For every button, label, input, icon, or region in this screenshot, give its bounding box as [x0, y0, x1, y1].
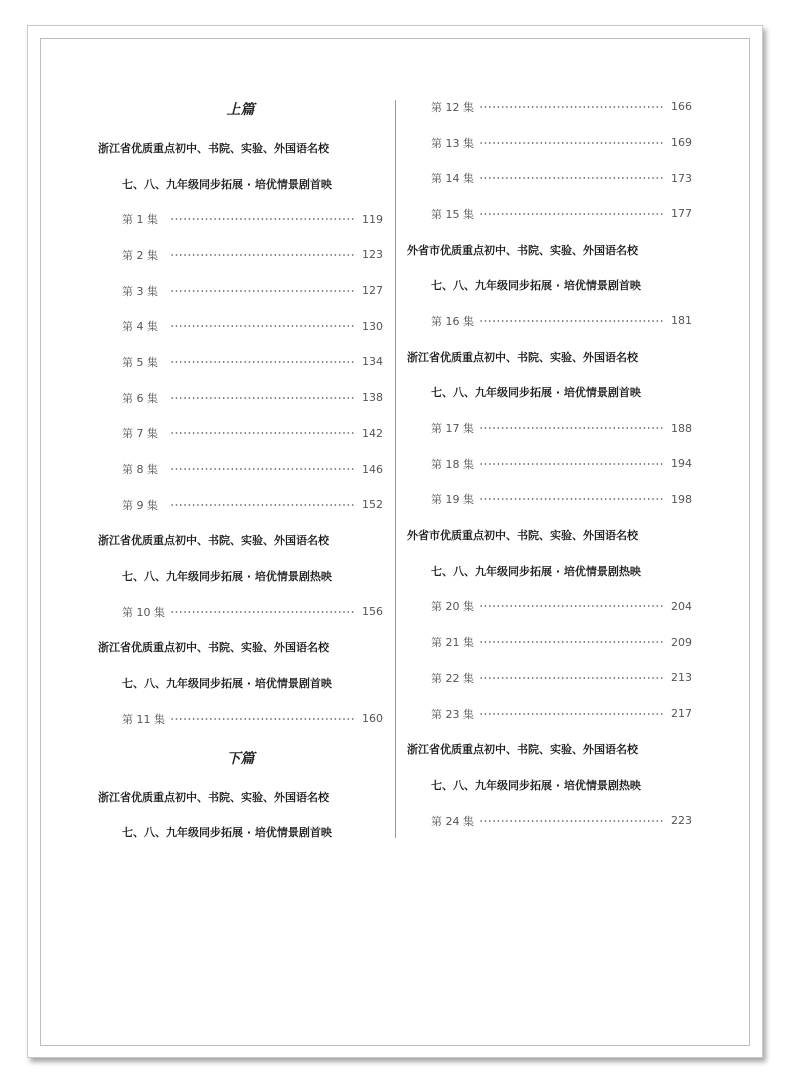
- episode-label: 第 16 集: [431, 314, 474, 328]
- page-number: 181: [671, 314, 692, 328]
- toc-entry: [98, 451, 383, 487]
- page-number: 152: [362, 498, 383, 512]
- column-divider: [395, 100, 396, 838]
- episode-label: 第 2 集: [122, 248, 158, 262]
- dot-leader: [170, 467, 354, 471]
- episode-label: 第 6 集: [122, 391, 158, 405]
- dot-leader: [479, 141, 663, 145]
- page-number: 142: [362, 426, 383, 440]
- series-subtitle: 七、八、九年级同步拓展 · 培优情景剧首映: [122, 677, 332, 691]
- page-number: 123: [362, 248, 383, 262]
- dot-leader: [479, 426, 663, 430]
- episode-label: 第 24 集: [431, 814, 474, 828]
- dot-leader: [170, 289, 354, 293]
- page-number: 204: [671, 599, 692, 613]
- page-number: 173: [671, 171, 692, 185]
- episode-label: 第 11 集: [122, 712, 165, 726]
- episode-label: 第 13 集: [431, 136, 474, 150]
- section-heading: 上篇: [226, 102, 255, 118]
- page-number: 127: [362, 284, 383, 298]
- toc-entry: [407, 482, 692, 518]
- episode-label: 第 15 集: [431, 207, 474, 221]
- dot-leader: [479, 676, 663, 680]
- episode-label: 第 17 集: [431, 422, 474, 436]
- series-subtitle: 七、八、九年级同步拓展 · 培优情景剧首映: [122, 177, 332, 191]
- toc-entry: [407, 303, 692, 339]
- page-number: 134: [362, 355, 383, 369]
- series-subtitle: 七、八、九年级同步拓展 · 培优情景剧首映: [431, 386, 641, 400]
- school-group-title: 外省市优质重点初中、书院、实验、外国语名校: [407, 243, 638, 257]
- dot-leader: [170, 610, 354, 614]
- toc-entry: [98, 237, 383, 273]
- page-number: 177: [671, 207, 692, 221]
- dot-leader: [170, 431, 354, 435]
- toc-entry: [98, 308, 383, 344]
- school-group-title: 浙江省优质重点初中、书院、实验、外国语名校: [98, 641, 329, 655]
- page-number: 188: [671, 421, 692, 435]
- toc-entry: [407, 125, 692, 161]
- toc-right-column: [407, 89, 692, 838]
- dot-leader: [479, 497, 663, 501]
- toc-entry: [407, 160, 692, 196]
- school-group-title: 浙江省优质重点初中、书院、实验、外国语名校: [98, 790, 329, 804]
- dot-leader: [479, 176, 663, 180]
- school-group-title: 外省市优质重点初中、书院、实验、外国语名校: [407, 529, 638, 543]
- dot-leader: [479, 604, 663, 608]
- series-subtitle: 七、八、九年级同步拓展 · 培优情景剧热映: [122, 570, 332, 584]
- dot-leader: [479, 819, 663, 823]
- toc-entry: [407, 803, 692, 839]
- toc-entry: [407, 446, 692, 482]
- page-number: 166: [671, 100, 692, 114]
- school-group-title: 浙江省优质重点初中、书院、实验、外国语名校: [98, 141, 329, 155]
- series-subtitle: 七、八、九年级同步拓展 · 培优情景剧热映: [431, 564, 641, 578]
- page-number: 217: [671, 707, 692, 721]
- toc-entry: [98, 701, 383, 737]
- episode-label: 第 4 集: [122, 320, 158, 334]
- page-number: 146: [362, 462, 383, 476]
- episode-label: 第 23 集: [431, 707, 474, 721]
- dot-leader: [479, 712, 663, 716]
- page-number: 209: [671, 635, 692, 649]
- page-number: 160: [362, 712, 383, 726]
- dot-leader: [170, 253, 354, 257]
- school-group-title: 浙江省优质重点初中、书院、实验、外国语名校: [98, 534, 329, 548]
- episode-label: 第 3 集: [122, 284, 158, 298]
- school-group-title: 浙江省优质重点初中、书院、实验、外国语名校: [407, 743, 638, 757]
- toc-entry: [407, 89, 692, 125]
- episode-label: 第 5 集: [122, 355, 158, 369]
- episode-label: 第 19 集: [431, 493, 474, 507]
- episode-label: 第 21 集: [431, 636, 474, 650]
- section-heading: 下篇: [226, 750, 255, 767]
- toc-entry: [98, 273, 383, 309]
- toc-entry: [407, 696, 692, 732]
- episode-label: 第 12 集: [431, 100, 474, 114]
- page-number: 130: [362, 319, 383, 333]
- episode-label: 第 7 集: [122, 427, 158, 441]
- page-number: 194: [671, 457, 692, 471]
- toc-entry: [407, 196, 692, 232]
- toc-entry: [407, 589, 692, 625]
- toc-entry: [98, 416, 383, 452]
- episode-label: 第 18 集: [431, 457, 474, 471]
- episode-label: 第 14 集: [431, 172, 474, 186]
- dot-leader: [170, 503, 354, 507]
- dot-leader: [170, 217, 354, 221]
- dot-leader: [170, 396, 354, 400]
- dot-leader: [170, 360, 354, 364]
- dot-leader: [170, 717, 354, 721]
- toc-entry: [98, 594, 383, 630]
- series-subtitle: 七、八、九年级同步拓展 · 培优情景剧首映: [431, 279, 641, 293]
- page-number: 138: [362, 391, 383, 405]
- page-number: 156: [362, 605, 383, 619]
- episode-label: 第 9 集: [122, 498, 158, 512]
- series-subtitle: 七、八、九年级同步拓展 · 培优情景剧热映: [431, 778, 641, 792]
- toc-entry: [98, 344, 383, 380]
- toc-entry: [407, 624, 692, 660]
- episode-label: 第 22 集: [431, 671, 474, 685]
- dot-leader: [479, 319, 663, 323]
- toc-left-column: [98, 88, 383, 850]
- toc-entry: [98, 201, 383, 237]
- toc-entry: [98, 380, 383, 416]
- page-number: 169: [671, 136, 692, 150]
- episode-label: 第 10 集: [122, 605, 165, 619]
- toc-entry: [98, 487, 383, 523]
- page-number: 223: [671, 814, 692, 828]
- page-number: 213: [671, 671, 692, 685]
- dot-leader: [479, 212, 663, 216]
- page-number: 119: [362, 212, 383, 226]
- page-number: 198: [671, 492, 692, 506]
- episode-label: 第 20 集: [431, 600, 474, 614]
- dot-leader: [170, 324, 354, 328]
- school-group-title: 浙江省优质重点初中、书院、实验、外国语名校: [407, 350, 638, 364]
- toc-entry: [407, 410, 692, 446]
- dot-leader: [479, 105, 663, 109]
- dot-leader: [479, 640, 663, 644]
- dot-leader: [479, 462, 663, 466]
- series-subtitle: 七、八、九年级同步拓展 · 培优情景剧首映: [122, 826, 332, 840]
- episode-label: 第 8 集: [122, 463, 158, 477]
- toc-entry: [407, 660, 692, 696]
- episode-label: 第 1 集: [122, 213, 158, 227]
